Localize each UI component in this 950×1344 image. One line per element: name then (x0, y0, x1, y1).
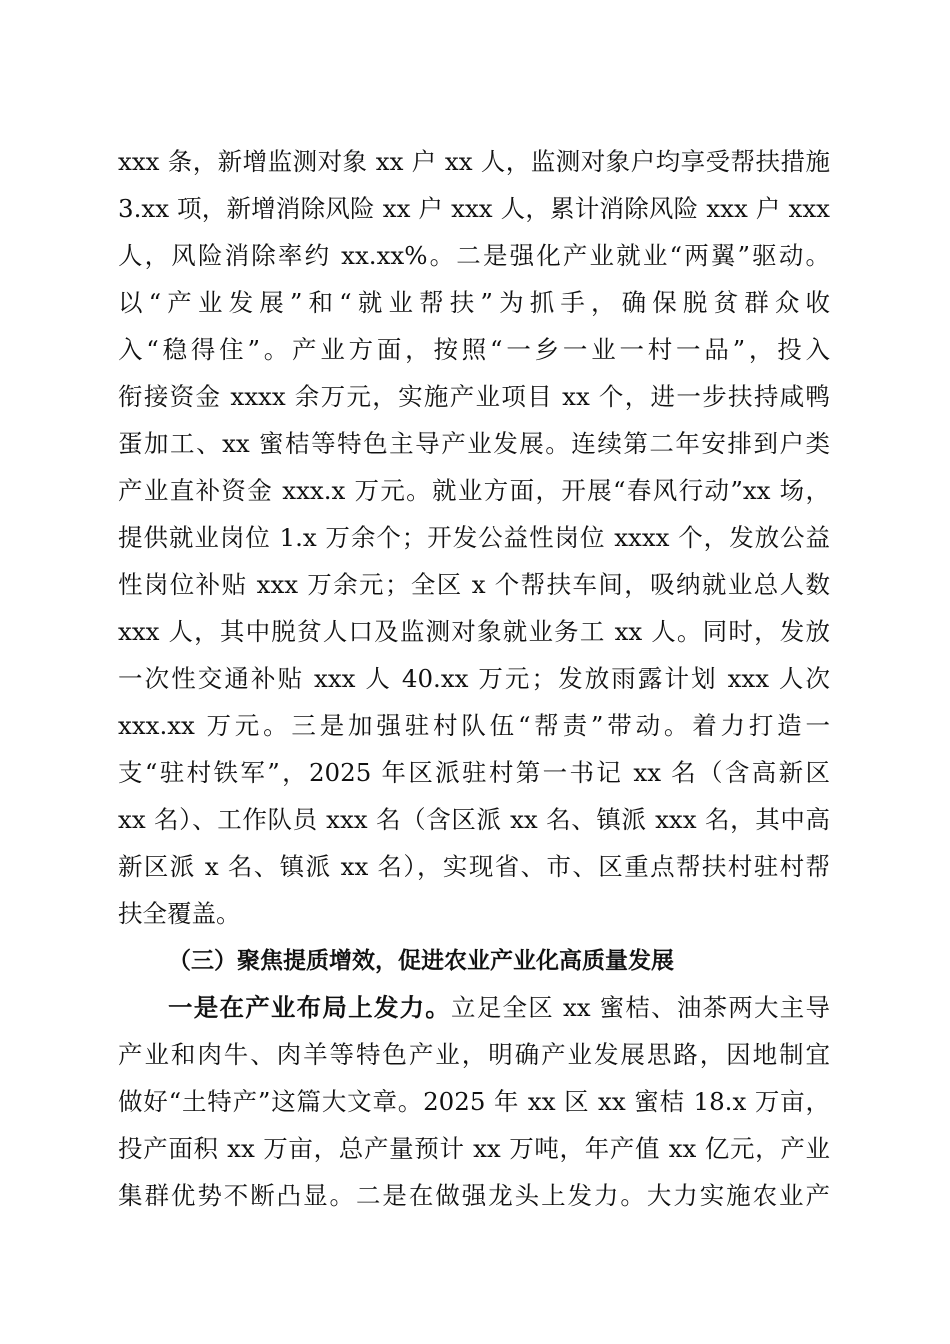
body-text-line: 人，风险消除率约 xx.xx%。二是强化产业就业“两翼”驱动。 (118, 241, 830, 270)
body-text-line: 扶全覆盖。 (118, 899, 241, 928)
body-text-line: xxx 条，新增监测对象 xx 户 xx 人，监测对象户均享受帮扶措施 (118, 147, 830, 176)
body-text-line: xxx.xx 万元。三是加强驻村队伍“帮责”带动。着力打造一 (118, 711, 830, 740)
body-text-line: 一次性交通补贴 xxx 人 40.xx 万元；发放雨露计划 xxx 人次 (118, 664, 830, 693)
body-text-line: 做好“土特产”这篇大文章。2025 年 xx 区 xx 蜜桔 18.x 万亩， (118, 1087, 830, 1116)
body-text-line: 投产面积 xx 万亩，总产量预计 xx 万吨，年产值 xx 亿元，产业 (118, 1134, 830, 1163)
body-text-line: 支“驻村铁军”，2025 年区派驻村第一书记 xx 名（含高新区 (118, 758, 830, 787)
body-text-line: xx 名）、工作队员 xxx 名（含区派 xx 名、镇派 xxx 名，其中高 (118, 805, 830, 834)
body-text-line: 性岗位补贴 xxx 万余元；全区 x 个帮扶车间，吸纳就业总人数 (118, 570, 830, 599)
paragraph-first-line-text: 立足全区 xx 蜜桔、油茶两大主导 (451, 993, 830, 1022)
body-text-line: 蛋加工、xx 蜜桔等特色主导产业发展。连续第二年安排到户类 (118, 429, 830, 458)
body-text-line: 新区派 x 名、镇派 xx 名），实现省、市、区重点帮扶村驻村帮 (118, 852, 830, 881)
paragraph-first-line (168, 988, 830, 1028)
body-text-line: 产业和肉牛、肉羊等特色产业，明确产业发展思路，因地制宜 (118, 1040, 830, 1069)
body-text-line: 产业直补资金 xxx.x 万元。就业方面，开展“春风行动”xx 场， (118, 476, 830, 505)
paragraph-lead-bold: 一是在产业布局上发力。 (168, 993, 452, 1022)
body-text-line: 入“稳得住”。产业方面，按照“一乡一业一村一品”，投入 (118, 335, 830, 364)
body-text-line: 集群优势不断凸显。二是在做强龙头上发力。大力实施农业产 (118, 1181, 830, 1210)
body-text-line: 衔接资金 xxxx 余万元，实施产业项目 xx 个，进一步扶持咸鸭 (118, 382, 830, 411)
section-heading: （三）聚焦提质增效，促进农业产业化高质量发展 (168, 948, 674, 974)
body-text-line: 提供就业岗位 1.x 万余个；开发公益性岗位 xxxx 个，发放公益 (118, 523, 830, 552)
body-text-line: 以“产业发展”和“就业帮扶”为抓手，确保脱贫群众收 (118, 288, 830, 317)
body-text-line: 3.xx 项，新增消除风险 xx 户 xxx 人，累计消除风险 xxx 户 xxx (118, 194, 830, 223)
body-text-line: xxx 人，其中脱贫人口及监测对象就业务工 xx 人。同时，发放 (118, 617, 830, 646)
